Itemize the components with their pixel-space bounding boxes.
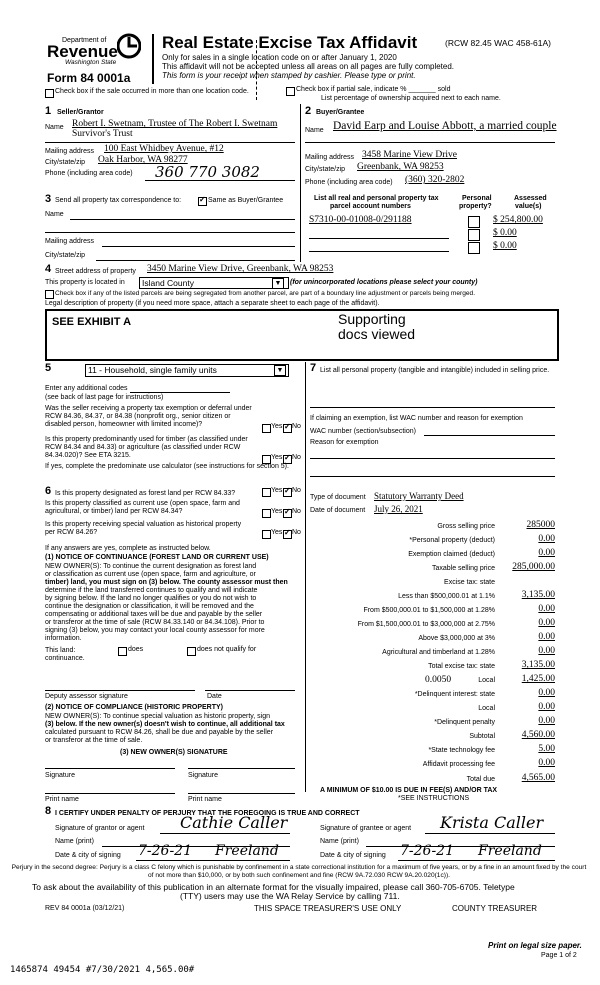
street-label: Street address of property bbox=[55, 268, 136, 275]
chevron-down-icon[interactable]: ▼ bbox=[274, 365, 286, 376]
seller-mailing-label: Mailing address bbox=[45, 148, 95, 155]
doc-date-label: Date of document bbox=[310, 507, 366, 514]
header-note-1: Only for sales in a single location code on or after January 1, 2020 bbox=[162, 53, 397, 62]
sec6-q3-no-checkbox[interactable] bbox=[283, 530, 292, 539]
buyer-city-label: City/state/zip bbox=[305, 166, 346, 173]
tax-value-gross[interactable]: 285000 bbox=[526, 520, 555, 530]
doc-date[interactable]: July 26, 2021 bbox=[374, 504, 423, 514]
tax-value-total-state[interactable]: 3,135.00 bbox=[521, 660, 555, 670]
legal-paper-note: Print on legal size paper. bbox=[488, 941, 582, 950]
land-does-checkbox[interactable] bbox=[118, 647, 127, 656]
grantee-name-label: Name (print) bbox=[320, 838, 359, 845]
tax-label-tier3: From $1,500,000.01 to $3,000,000 at 2.75% bbox=[357, 621, 495, 628]
local-rate[interactable]: 0.0050 bbox=[425, 675, 452, 685]
see-back-note: (see back of last page for instructions) bbox=[45, 394, 164, 401]
sec6-q1-no-checkbox[interactable] bbox=[283, 488, 292, 497]
sec6-question-1: Is this property designated as forest land per RCW 84.33? bbox=[55, 490, 236, 497]
seller-city-label: City/state/zip bbox=[45, 159, 86, 166]
ownership-note: List percentage of ownership acquired next to each name. bbox=[321, 95, 501, 102]
tax-label-gross: Gross selling price bbox=[437, 523, 495, 530]
grantor-name-label: Name (print) bbox=[55, 838, 94, 845]
owner-sig-2: Signature bbox=[188, 772, 218, 779]
tax-value-tech-fee[interactable]: 5.00 bbox=[538, 744, 555, 754]
buyer-heading: Buyer/Grantee bbox=[316, 109, 365, 116]
sec5-question-1: Was the seller receiving a property tax exemption or deferral under RCW 84.36, 84.37, or 84.38 (nonprofit org., senior citizen or disabled person, homeowner with limited income)? bbox=[45, 405, 252, 428]
buyer-phone[interactable]: (360) 320-2802 bbox=[405, 175, 465, 185]
sec5-q2-no: No bbox=[292, 454, 301, 461]
sec8-num: 8 bbox=[45, 805, 52, 817]
minimum-note: A MINIMUM OF $10.00 IS DUE IN FEE(S) AND/OR TAX bbox=[320, 787, 498, 794]
tax-label-delinquent-local: Local bbox=[478, 705, 495, 712]
buyer-city[interactable]: Greenbank, WA 98253 bbox=[357, 162, 444, 172]
sec6-question-3: Is this property receiving special valuation as historical property per RCW 84.26? bbox=[45, 521, 242, 536]
seller-mailing[interactable]: 100 East Whidbey Avenue, #12 bbox=[104, 144, 224, 154]
property-code-value: 11 - Household, single family units bbox=[88, 365, 217, 375]
county-label: This property is located in bbox=[45, 279, 125, 286]
additional-codes-label: Enter any additional codes bbox=[45, 385, 128, 392]
personal-checkbox-3[interactable] bbox=[468, 242, 480, 254]
segregated-label: Check box if any of the listed parcels are being segregated from another parcel, are part of a boundary line adjustment or parcels being merged. bbox=[55, 290, 476, 297]
sec5-q1-no-checkbox[interactable] bbox=[283, 424, 292, 433]
land-does-label: does bbox=[128, 646, 144, 653]
buyer-num: 2 bbox=[305, 105, 312, 117]
assessed-header-1: Assessed bbox=[514, 195, 547, 202]
owner-print-1: Print name bbox=[45, 796, 79, 803]
tax-label-tier1: Less than $500,000.01 at 1.1% bbox=[398, 593, 495, 600]
grantee-signature[interactable]: Krista Caller bbox=[440, 813, 544, 832]
land-does-not-checkbox[interactable] bbox=[187, 647, 196, 656]
tax-label-subtotal: Subtotal bbox=[469, 733, 495, 740]
assessed-value-2[interactable]: $ 0.00 bbox=[493, 228, 517, 238]
buyer-name[interactable]: David Earp and Louise Abbott, a married couple bbox=[333, 120, 557, 132]
dept-state: Washington State bbox=[65, 59, 117, 66]
sec5-question-2b: If yes, complete the predominate use calculator (see instructions for section 5). bbox=[45, 463, 289, 470]
tax-label-local: Local bbox=[478, 677, 495, 684]
partial-sale-label: Check box if partial sale, indicate % _______ sold bbox=[296, 86, 451, 93]
sec6-q2-no: No bbox=[292, 508, 301, 515]
tax-label-tier2: From $500,000.01 to $1,500,000 at 1.28% bbox=[363, 607, 495, 614]
sec6-q1-no: No bbox=[292, 487, 301, 494]
grantor-date[interactable]: 7-26-21 bbox=[138, 843, 192, 859]
seller-phone[interactable]: 360 770 3082 bbox=[155, 163, 260, 181]
doc-type[interactable]: Statutory Warranty Deed bbox=[374, 491, 464, 501]
sec5-question-2: Is this property predominantly used for timber (as classified under RCW 84.34 and 84.33) or agriculture (as classified under RCW 84.34.020)? See ETA 3215. bbox=[45, 436, 248, 459]
header-note-3: This form is your receipt when stamped by cashier. Please type or print. bbox=[162, 71, 416, 80]
deputy-date-label: Date bbox=[207, 693, 222, 700]
reason-label: Reason for exemption bbox=[310, 439, 379, 446]
page-title: Real Estate Excise Tax Affidavit bbox=[162, 33, 418, 52]
this-land-label: This land: bbox=[45, 647, 76, 654]
multi-location-checkbox[interactable] bbox=[45, 89, 54, 98]
continuance-title: (1) NOTICE OF CONTINUANCE (FOREST LAND OR CURRENT USE) bbox=[45, 554, 269, 561]
sec5-q1-no: No bbox=[292, 423, 301, 430]
county-treasurer: COUNTY TREASURER bbox=[452, 904, 538, 913]
buyer-mailing-label: Mailing address bbox=[305, 154, 355, 161]
same-as-buyer-label: Same as Buyer/Grantee bbox=[208, 197, 284, 204]
buyer-phone-label: Phone (including area code) bbox=[305, 179, 393, 186]
tax-label-excise: Excise tax: state bbox=[444, 579, 495, 586]
answers-yes-note: If any answers are yes, complete as instructed below. bbox=[45, 545, 211, 552]
sec5-q1-yes: Yes bbox=[271, 423, 283, 430]
assessed-value-1[interactable]: $ 254,800.00 bbox=[493, 215, 543, 225]
certify-text: I CERTIFY UNDER PENALTY OF PERJURY THAT THE FOREGOING IS TRUE AND CORRECT bbox=[55, 810, 360, 817]
alt-format-2: (TTY) users may use the WA Relay Service by calling 711. bbox=[180, 891, 400, 901]
historic-title: (2) NOTICE OF COMPLIANCE (HISTORIC PROPERTY) bbox=[45, 704, 223, 711]
sec6-q2-no-checkbox[interactable] bbox=[283, 509, 292, 518]
tax-value-subtotal[interactable]: 4,560.00 bbox=[521, 730, 555, 740]
tax-label-delinquent-state: *Delinquent interest: state bbox=[414, 691, 495, 698]
parcel-header-2: parcel account numbers bbox=[330, 203, 411, 210]
exhibit-text: SEE EXHIBIT A bbox=[52, 316, 132, 328]
sec6-num: 6 bbox=[45, 485, 52, 497]
sec6-q1-yes-checkbox[interactable] bbox=[262, 488, 271, 497]
sec6-question-2: Is this property classified as current use (open space, farm and agricultural, or timber) land per RCW 84.34? bbox=[45, 500, 240, 515]
tax-label-tech-fee: *State technology fee bbox=[428, 747, 495, 754]
sec6-q2-yes-checkbox[interactable] bbox=[262, 509, 271, 518]
tax-value-tier3[interactable]: 0.00 bbox=[538, 618, 555, 628]
personal-checkbox-1[interactable] bbox=[468, 216, 480, 228]
wac-label: WAC number (section/subsection) bbox=[310, 428, 416, 435]
sec3-name-label: Name bbox=[45, 211, 64, 218]
buyer-mailing[interactable]: 3458 Marine View Drive bbox=[362, 150, 458, 160]
sec3-mailing-label: Mailing address bbox=[45, 238, 95, 245]
tax-label-penalty: *Delinquent penalty bbox=[434, 719, 495, 726]
grantor-date-label: Date & city of signing bbox=[55, 852, 121, 859]
sec3-num: 3 bbox=[45, 193, 52, 205]
grantee-date-label: Date & city of signing bbox=[320, 852, 386, 859]
sec6-q3-yes: Yes bbox=[271, 529, 283, 536]
continuance-text: NEW OWNER(S): To continue the current designation as forest land or classification as current use (open space, farm and agriculture, or timber) land, you must sign on (3) below. The county assessor must then determine if the land transferred continues to qualify and will indicate by signing below. If the land no longer qualifies or you do not wish to continue the designation or classification, it will be removed and the compensating or additional taxes will be due and payable by the seller or transferor at the time of sale (RCW 84.33.140 or 84.34.108). Prior to signing (3) below, you may contact your local county assessor for more information. bbox=[45, 563, 288, 642]
tax-value-delinquent-state[interactable]: 0.00 bbox=[538, 688, 555, 698]
stamp-line-1: Supporting bbox=[338, 311, 406, 327]
grantee-city[interactable]: Freeland bbox=[478, 843, 542, 859]
historic-text: NEW OWNER(S): To continue special valuation as historic property, sign (3) below. If the new owner(s) doesn't wish to continue, all additional tax calculated pursuant to RCW 84.26, shall be due and payable by the seller or transferor at the time of sale. bbox=[45, 713, 285, 744]
seller-phone-label: Phone (including area code) bbox=[45, 170, 133, 177]
sec6-q3-yes-checkbox[interactable] bbox=[262, 530, 271, 539]
dept-name: Revenue bbox=[47, 42, 118, 61]
new-owner-sig-title: (3) NEW OWNER(S) SIGNATURE bbox=[120, 749, 228, 756]
parcel-number[interactable]: S7310-00-01008-0/291188 bbox=[309, 215, 412, 225]
dept-line1: Department of bbox=[62, 37, 107, 44]
segregated-checkbox[interactable] bbox=[45, 290, 54, 299]
county-note: (for unincorporated locations please select your county) bbox=[290, 279, 478, 286]
grantor-sig-label: Signature of grantor or agent bbox=[55, 825, 145, 832]
personal-header-2: property? bbox=[459, 203, 492, 210]
alt-format-1: To ask about the availability of this publication in an alternate format for the visually impaired, please call 360-705-6705. Teletype bbox=[32, 882, 515, 892]
doc-type-label: Type of document bbox=[310, 494, 366, 501]
treasurer-use: THIS SPACE TREASURER'S USE ONLY bbox=[254, 904, 402, 913]
multi-location-label: Check box if the sale occurred in more than one location code. bbox=[55, 88, 249, 95]
tax-value-tier4[interactable]: 0.00 bbox=[538, 632, 555, 642]
stamp-line-2: docs viewed bbox=[338, 326, 416, 342]
county-value: Island County bbox=[142, 278, 194, 288]
tax-value-tier2[interactable]: 0.00 bbox=[538, 604, 555, 614]
owner-print-2: Print name bbox=[188, 796, 222, 803]
seller-heading: Seller/Grantor bbox=[57, 109, 104, 116]
sec7-num: 7 bbox=[310, 362, 317, 374]
tax-value-exemption[interactable]: 0.00 bbox=[538, 548, 555, 558]
same-as-buyer-checkbox[interactable] bbox=[198, 197, 207, 206]
sec4-num: 4 bbox=[45, 263, 52, 275]
personal-checkbox-2[interactable] bbox=[468, 229, 480, 241]
assessed-header-2: value(s) bbox=[515, 203, 542, 210]
sec5-num: 5 bbox=[45, 362, 52, 374]
tax-label-personal: *Personal property (deduct) bbox=[409, 537, 495, 544]
tax-value-delinquent-local[interactable]: 0.00 bbox=[538, 702, 555, 712]
tax-label-exemption: Exemption claimed (deduct) bbox=[408, 551, 495, 558]
parcel-header-1: List all real and personal property tax bbox=[314, 195, 439, 202]
perjury-notice: Perjury in the second degree: Perjury is a class C felony which is punishable by confinement in a state correctional institution for a maximum of five years, or by a fine in an amount fixed by the court of not more than $10,000, or by both such confinement and fine (RCW 9A.72.030 RCW 9A.20.020(1c)). bbox=[11, 864, 587, 879]
street-address[interactable]: 3450 Marine View Drive, Greenbank, WA 98253 bbox=[147, 264, 334, 274]
personal-header-1: Personal bbox=[462, 195, 492, 202]
dor-logo-icon bbox=[117, 33, 141, 59]
tax-value-taxable[interactable]: 285,000.00 bbox=[512, 562, 555, 572]
partial-sale-checkbox[interactable] bbox=[286, 87, 295, 96]
header-note-2: This affidavit will not be accepted unless all areas on all pages are fully completed. bbox=[162, 62, 455, 71]
sec3-city-label: City/state/zip bbox=[45, 252, 86, 259]
continuance-label: continuance. bbox=[45, 655, 85, 662]
seller-name[interactable]: Robert I. Swetnam, Trustee of The Robert I. Swetnam bbox=[72, 119, 278, 129]
sec6-q2-yes: Yes bbox=[271, 508, 283, 515]
cashier-receipt: 1465874 49454 #7/30/2021 4,565.00# bbox=[10, 965, 195, 975]
sec3-text: Send all property tax correspondence to: bbox=[55, 197, 182, 204]
sec7-text: List all personal property (tangible and intangible) included in selling price. bbox=[320, 367, 550, 374]
sec6-q3-no: No bbox=[292, 529, 301, 536]
seller-city[interactable]: Oak Harbor, WA 98277 bbox=[98, 155, 188, 165]
owner-sig-1: Signature bbox=[45, 772, 75, 779]
grantor-signature[interactable]: Cathie Caller bbox=[180, 813, 288, 832]
form-number: Form 84 0001a bbox=[47, 71, 131, 85]
tax-value-total-due[interactable]: 4,565.00 bbox=[521, 773, 555, 783]
sec5-q2-yes: Yes bbox=[271, 454, 283, 461]
tax-value-processing[interactable]: 0.00 bbox=[538, 758, 555, 768]
grantee-sig-label: Signature of grantee or agent bbox=[320, 825, 412, 832]
seller-num: 1 bbox=[45, 105, 52, 117]
exemption-label: If claiming an exemption, list WAC number and reason for exemption bbox=[310, 415, 523, 422]
tax-label-tier4: Above $3,000,000 at 3% bbox=[418, 635, 495, 642]
sec6-q1-yes: Yes bbox=[271, 487, 283, 494]
tax-label-total-state: Total excise tax: state bbox=[428, 663, 495, 670]
tax-value-local[interactable]: 1,425.00 bbox=[521, 674, 555, 684]
land-does-not-label: does not qualify for bbox=[197, 646, 257, 653]
see-instructions: *SEE INSTRUCTIONS bbox=[398, 795, 470, 802]
county-select[interactable] bbox=[139, 277, 289, 289]
tax-value-agri[interactable]: 0.00 bbox=[538, 646, 555, 656]
seller-name-label: Name bbox=[45, 124, 64, 131]
tax-label-agri: Agricultural and timberland at 1.28% bbox=[382, 649, 495, 656]
chevron-down-icon[interactable]: ▼ bbox=[272, 278, 284, 289]
deputy-sig-label: Deputy assessor signature bbox=[45, 693, 128, 700]
grantor-city[interactable]: Freeland bbox=[215, 843, 279, 859]
tax-value-penalty[interactable]: 0.00 bbox=[538, 716, 555, 726]
page-number: Page 1 of 2 bbox=[541, 952, 577, 959]
buyer-name-label: Name bbox=[305, 127, 324, 134]
tax-label-total-due: Total due bbox=[466, 776, 495, 783]
tax-value-tier1[interactable]: 3,135.00 bbox=[521, 590, 555, 600]
sec5-q1-yes-checkbox[interactable] bbox=[262, 424, 271, 433]
grantee-date[interactable]: 7-26-21 bbox=[400, 843, 454, 859]
revision: REV 84 0001a (03/12/21) bbox=[45, 905, 125, 912]
tax-label-taxable: Taxable selling price bbox=[431, 565, 495, 572]
seller-name-2[interactable]: Survivor's Trust bbox=[72, 129, 133, 139]
property-code-select[interactable] bbox=[85, 364, 289, 377]
assessed-value-3[interactable]: $ 0.00 bbox=[493, 241, 517, 251]
tax-value-personal[interactable]: 0.00 bbox=[538, 534, 555, 544]
tax-label-processing: Affidavit processing fee bbox=[422, 761, 495, 768]
statute-ref: (RCW 82.45 WAC 458-61A) bbox=[445, 38, 551, 48]
legal-desc-label: Legal description of property (if you need more space, attach a separate sheet to each page of the affidavit). bbox=[45, 300, 380, 307]
